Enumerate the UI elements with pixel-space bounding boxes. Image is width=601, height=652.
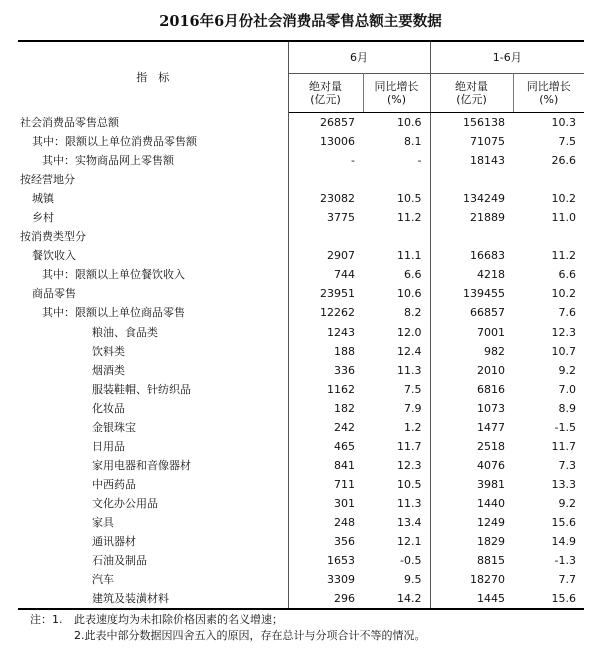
row-label: 金银珠宝	[18, 418, 288, 437]
table-row	[18, 189, 584, 208]
row-label: 餐饮收入	[18, 246, 288, 265]
table-row	[18, 475, 584, 494]
row-label: 城镇	[18, 189, 288, 208]
row-label: 粮油、食品类	[18, 323, 288, 342]
ytd-yoy-cell	[513, 170, 584, 189]
june-yoy-cell: -	[363, 151, 430, 170]
table-row	[18, 284, 584, 303]
june-yoy-cell: 10.5	[363, 189, 430, 208]
row-label: 日用品	[18, 437, 288, 456]
ytd-yoy-cell: 7.0	[558, 382, 576, 396]
ytd-abs-cell: 1440	[477, 496, 505, 510]
footnotes	[30, 612, 426, 644]
row-label: 烟酒类	[18, 361, 288, 380]
table-body	[18, 113, 584, 610]
ytd-abs-cell: 1249	[477, 516, 505, 529]
ytd-abs-cell	[430, 170, 513, 189]
june-yoy-cell	[363, 170, 430, 189]
ytd-yoy-cell: 6.6	[558, 268, 576, 282]
ytd-yoy-cell: 10.7	[551, 344, 576, 358]
ytd-abs-cell: 18143	[470, 154, 505, 168]
ytd-abs-cell: 156138	[463, 116, 505, 130]
ytd-abs-cell: 21889	[470, 211, 505, 225]
june-yoy-cell: 10.6	[363, 113, 430, 133]
ytd-yoy-cell: 7.6	[558, 306, 576, 320]
ytd-abs-cell: 1477	[477, 420, 505, 434]
table-row	[18, 132, 584, 151]
row-label: 其中：实物商品网上零售额	[18, 151, 288, 170]
june-abs-cell: 711	[334, 477, 355, 491]
june-abs-cell: 12262	[320, 306, 355, 320]
table-row	[18, 418, 584, 437]
june-yoy-cell: 12.3	[363, 456, 430, 475]
june-yoy-cell: 7.9	[363, 399, 430, 418]
table-row	[18, 532, 584, 551]
ytd-yoy-cell	[513, 227, 584, 246]
table-row	[18, 380, 584, 399]
june-yoy-cell: 11.1	[363, 246, 430, 265]
ytd-abs-cell: 6816	[477, 382, 505, 396]
ytd-abs-cell: 71075	[470, 135, 505, 149]
row-label: 汽车	[18, 570, 288, 589]
june-yoy-cell: 10.6	[363, 284, 430, 303]
june-yoy-cell: 11.3	[363, 494, 430, 513]
june-abs-cell: 1243	[327, 325, 355, 339]
june-abs-cell	[288, 170, 363, 189]
june-yoy-cell: 8.1	[363, 132, 430, 151]
ytd-yoy-cell: -1.5	[554, 420, 576, 434]
footnote-1-text: 此表速度均为未扣除价格因素的名义增速；	[74, 613, 283, 626]
june-yoy-cell: 11.3	[363, 361, 430, 380]
june-yoy-cell: 11.2	[363, 208, 430, 227]
footnote-2: 2.此表中部分数据因四舍五入的原因，存在总计与分项合计不等的情况。	[74, 629, 426, 642]
ytd-abs-cell: 982	[484, 344, 505, 358]
ytd-abs-cell: 2518	[477, 439, 505, 453]
june-abs-cell: 188	[334, 344, 355, 358]
ytd-abs-cell: 1829	[477, 535, 505, 549]
june-abs-cell: 23082	[320, 192, 355, 206]
june-yoy-cell: 7.5	[363, 380, 430, 399]
indicator-header: 指 标	[18, 41, 288, 113]
ytd-abs-cell: 3981	[477, 477, 505, 491]
june-header: 6月	[288, 41, 430, 74]
row-label: 其中：限额以上单位商品零售	[18, 303, 288, 322]
june-abs-cell	[288, 227, 363, 246]
june-abs-cell: 242	[334, 420, 355, 434]
row-label: 饮料类	[18, 342, 288, 361]
ytd-abs-cell: 66857	[470, 306, 505, 320]
ytd-abs-header: 绝对量 (亿元)	[430, 74, 513, 113]
row-label: 通讯器材	[18, 532, 288, 551]
footnote-label: 注：1.	[30, 613, 63, 626]
table-row	[18, 227, 584, 246]
table-row	[18, 513, 584, 532]
row-label: 建筑及装潢材料	[18, 589, 288, 609]
june-yoy-cell: 12.1	[363, 532, 430, 551]
june-yoy-cell: 11.7	[363, 437, 430, 456]
table-row	[18, 494, 584, 513]
ytd-yoy-cell: 9.2	[558, 496, 576, 510]
row-label: 文化办公用品	[18, 494, 288, 513]
ytd-abs-cell: 8815	[477, 554, 505, 568]
table-row	[18, 342, 584, 361]
table-row	[18, 303, 584, 322]
june-abs-cell: 3309	[327, 573, 355, 587]
ytd-yoy-cell: 12.3	[551, 325, 576, 339]
june-abs-cell: -	[351, 154, 355, 168]
table-row	[18, 246, 584, 265]
june-abs-cell: 744	[334, 268, 355, 282]
ytd-yoy-cell: 7.3	[558, 458, 576, 472]
ytd-yoy-cell: 8.9	[558, 401, 576, 415]
june-yoy-cell	[363, 227, 430, 246]
ytd-yoy-cell: 15.6	[513, 589, 584, 609]
table-row	[18, 589, 584, 609]
ytd-yoy-cell: 10.2	[551, 287, 576, 301]
table-row	[18, 399, 584, 418]
june-abs-cell: 356	[334, 535, 355, 549]
june-yoy-cell: -0.5	[363, 551, 430, 570]
ytd-yoy-header: 同比增长 (%)	[513, 74, 584, 113]
june-abs-cell: 296	[288, 589, 363, 609]
june-abs-cell: 248	[334, 516, 355, 529]
june-yoy-cell: 1.2	[363, 418, 430, 437]
ytd-abs-cell: 7001	[477, 325, 505, 339]
table-row	[18, 551, 584, 570]
ytd-yoy-cell: 15.6	[551, 516, 576, 529]
june-abs-cell: 182	[334, 401, 355, 415]
ytd-yoy-cell: 11.0	[551, 211, 576, 225]
ytd-yoy-cell: 7.5	[558, 135, 576, 149]
table-title: 2016年6月份社会消费品零售总额主要数据	[159, 13, 442, 30]
june-abs-cell: 26857	[320, 116, 355, 130]
table-row	[18, 456, 584, 475]
row-label: 其中：限额以上单位消费品零售额	[18, 132, 288, 151]
june-yoy-cell: 13.4	[363, 513, 430, 532]
june-yoy-cell: 8.2	[363, 303, 430, 322]
june-abs-cell: 1653	[327, 554, 355, 568]
table-row	[18, 570, 584, 589]
row-label: 石油及制品	[18, 551, 288, 570]
ytd-yoy-cell: 14.9	[551, 535, 576, 549]
june-abs-cell: 3775	[327, 211, 355, 225]
ytd-abs-cell: 18270	[470, 573, 505, 587]
table-row	[18, 208, 584, 227]
footnote-1	[30, 612, 426, 628]
ytd-yoy-cell: 7.7	[558, 573, 576, 587]
june-abs-cell: 301	[334, 496, 355, 510]
june-abs-cell: 336	[334, 363, 355, 377]
row-label: 社会消费品零售总额	[18, 113, 288, 133]
june-abs-cell: 2907	[327, 249, 355, 263]
june-yoy-cell: 10.5	[363, 475, 430, 494]
june-yoy-cell: 12.4	[363, 342, 430, 361]
june-abs-cell: 841	[334, 458, 355, 472]
row-label: 家用电器和音像器材	[18, 456, 288, 475]
ytd-header: 1-6月	[430, 41, 584, 74]
ytd-abs-cell: 4076	[477, 458, 505, 472]
june-abs-cell: 465	[334, 439, 355, 453]
ytd-abs-cell: 2010	[477, 363, 505, 377]
table-row	[18, 323, 584, 342]
ytd-yoy-cell: 13.3	[551, 477, 576, 491]
row-label: 商品零售	[18, 284, 288, 303]
june-abs-cell: 23951	[320, 287, 355, 301]
table-row	[18, 170, 584, 189]
row-label: 乡村	[18, 208, 288, 227]
june-abs-header: 绝对量 (亿元)	[288, 74, 363, 113]
ytd-yoy-cell: -1.3	[554, 554, 576, 568]
ytd-abs-cell: 134249	[463, 192, 505, 206]
ytd-yoy-cell: 11.7	[551, 439, 576, 453]
ytd-yoy-cell: 10.3	[551, 116, 576, 130]
june-yoy-header: 同比增长 (%)	[363, 74, 430, 113]
june-abs-cell: 13006	[320, 135, 355, 149]
june-yoy-cell: 14.2	[363, 589, 430, 609]
ytd-abs-cell: 1073	[477, 401, 505, 415]
ytd-abs-cell: 4218	[477, 268, 505, 282]
ytd-abs-cell: 139455	[463, 287, 505, 301]
row-label: 家具	[18, 513, 288, 532]
table-row	[18, 361, 584, 380]
row-label: 按经营地分	[18, 170, 288, 189]
june-yoy-cell: 9.5	[363, 570, 430, 589]
table-row	[18, 113, 584, 133]
ytd-abs-cell: 16683	[470, 249, 505, 263]
june-abs-cell: 1162	[327, 382, 355, 396]
table-row	[18, 265, 584, 284]
row-label: 服装鞋帽、针纺织品	[18, 380, 288, 399]
row-label: 中西药品	[18, 475, 288, 494]
june-yoy-cell: 12.0	[363, 323, 430, 342]
ytd-abs-cell	[430, 227, 513, 246]
row-label: 其中：限额以上单位餐饮收入	[18, 265, 288, 284]
ytd-yoy-cell: 26.6	[551, 154, 576, 168]
june-yoy-cell: 6.6	[363, 265, 430, 284]
ytd-yoy-cell: 9.2	[558, 363, 576, 377]
ytd-abs-cell: 1445	[430, 589, 513, 609]
ytd-yoy-cell: 11.2	[551, 249, 576, 263]
ytd-yoy-cell: 10.2	[551, 192, 576, 206]
table-row	[18, 151, 584, 170]
row-label: 化妆品	[18, 399, 288, 418]
retail-sales-table	[18, 40, 584, 610]
table-row	[18, 437, 584, 456]
row-label: 按消费类型分	[18, 227, 288, 246]
